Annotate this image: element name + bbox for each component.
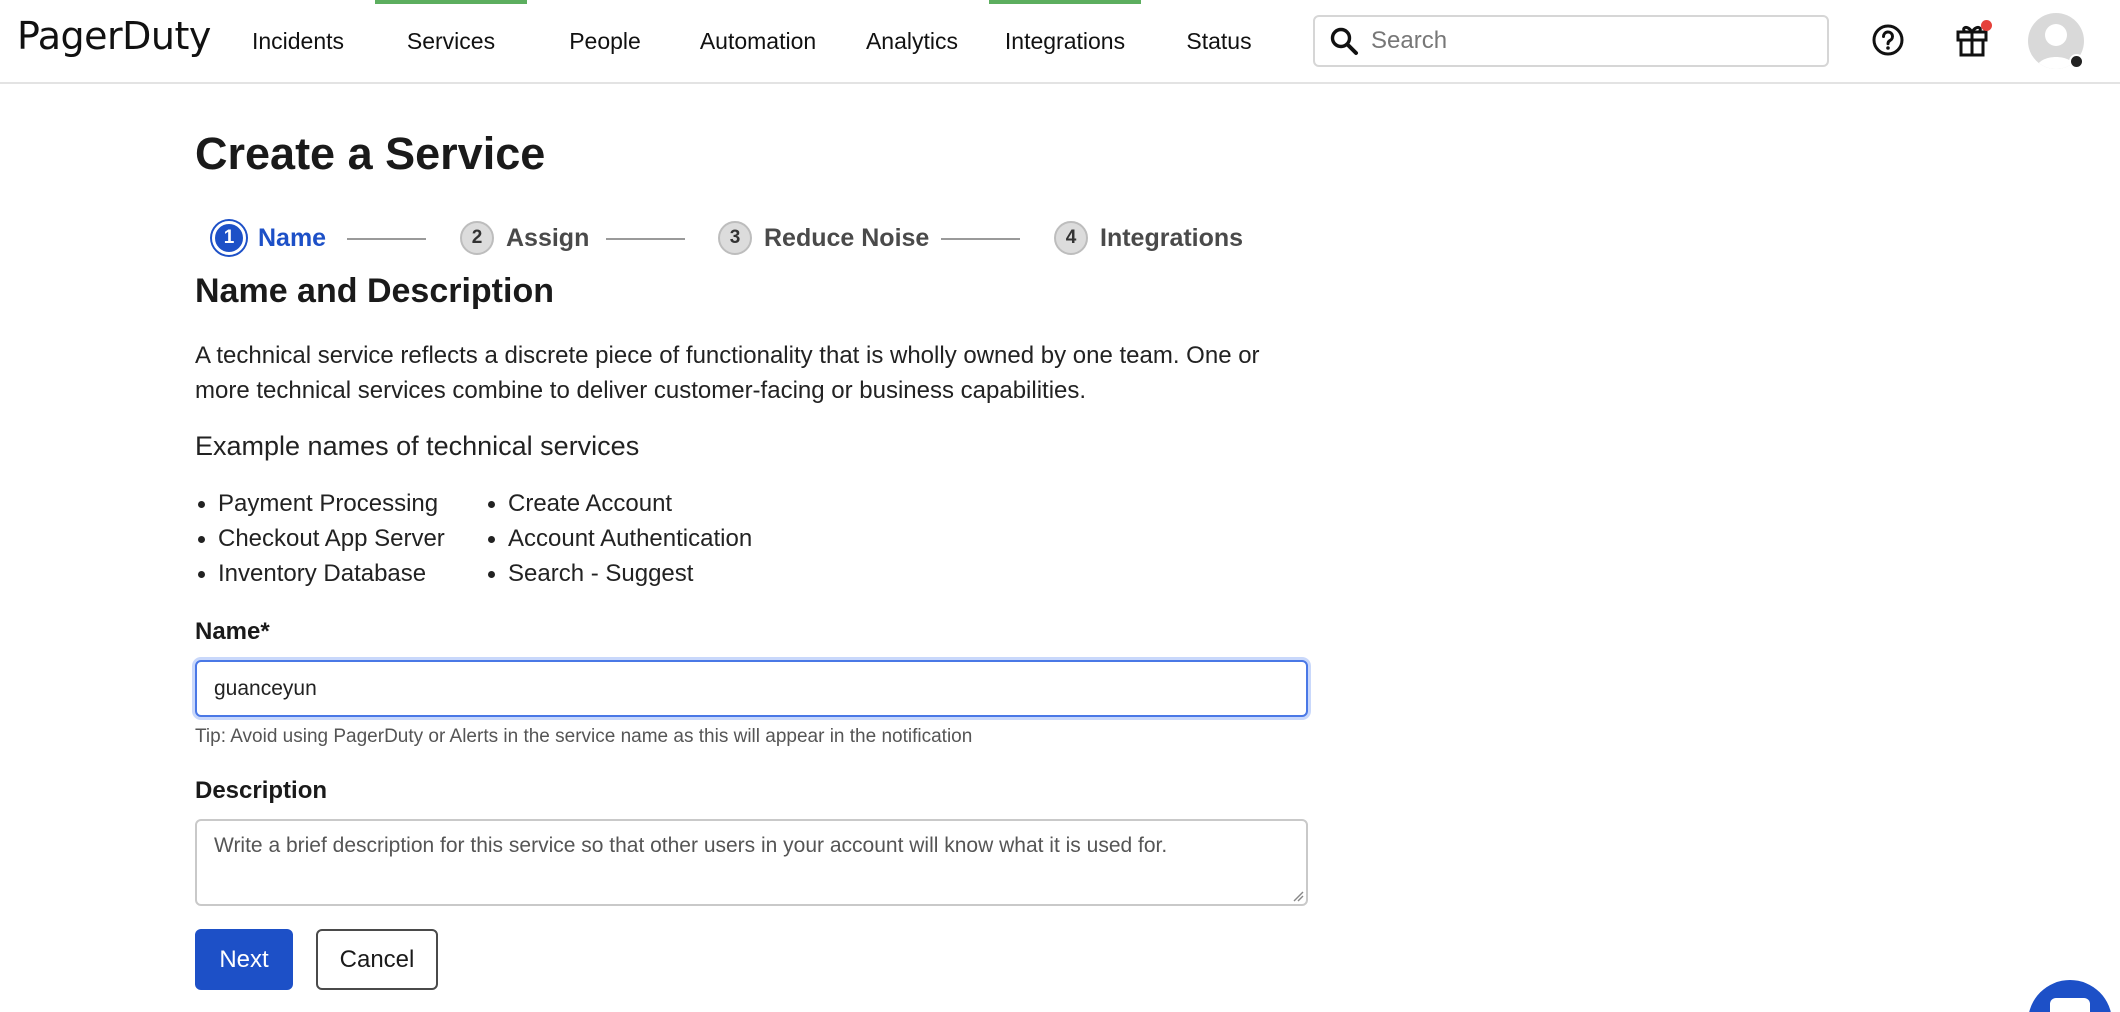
name-field[interactable]	[195, 660, 1308, 717]
search-box[interactable]	[1313, 15, 1829, 67]
notification-dot	[1981, 20, 1992, 31]
description-field[interactable]	[195, 819, 1308, 906]
nav-people[interactable]: People	[569, 27, 641, 54]
nav-incidents[interactable]: Incidents	[251, 27, 345, 54]
chat-icon	[2050, 998, 2090, 1012]
wizard-stepper	[212, 220, 1312, 256]
section-title: Name and Description	[195, 272, 554, 310]
step-label: Assign	[506, 223, 590, 252]
next-button[interactable]: Next	[195, 929, 293, 990]
step-number: 2	[460, 221, 494, 255]
step-label: Reduce Noise	[764, 223, 930, 252]
cancel-button[interactable]: Cancel	[316, 929, 438, 990]
list-item: Search - Suggest	[485, 556, 752, 591]
list-item: Create Account	[485, 486, 752, 521]
top-navigation-bar	[0, 0, 2120, 84]
step-number: 1	[212, 221, 246, 255]
step-label: Name	[258, 223, 327, 252]
step-assign[interactable]	[460, 220, 589, 256]
examples-title: Example names of technical services	[195, 431, 640, 461]
description-label: Description	[195, 777, 328, 804]
nav-analytics[interactable]: Analytics	[865, 27, 959, 54]
status-dot	[2069, 54, 2084, 69]
list-item: Payment Processing	[195, 486, 445, 521]
list-item: Checkout App Server	[195, 521, 445, 556]
pagerduty-logo[interactable]: PagerDuty	[17, 14, 211, 58]
step-connector	[347, 238, 426, 240]
step-connector	[941, 238, 1020, 240]
examples-list-left	[195, 486, 445, 591]
intro-text: A technical service reflects a discrete piece of functionality that is wholly owned by one team. One or more technical services combine to deliver customer-facing or business capabilities.	[195, 342, 1260, 404]
search-input[interactable]	[1371, 25, 1811, 57]
examples-list-right	[485, 486, 752, 591]
nav-automation[interactable]: Automation	[699, 27, 817, 54]
chat-widget-button[interactable]	[2028, 980, 2112, 1012]
step-number: 3	[718, 221, 752, 255]
step-integrations[interactable]	[1054, 220, 1243, 256]
name-tip: Tip: Avoid using PagerDuty or Alerts in the service name as this will appear in the notification	[195, 726, 973, 747]
nav-services[interactable]: Services	[375, 0, 527, 82]
step-connector	[606, 238, 685, 240]
page-title: Create a Service	[195, 128, 546, 179]
nav-integrations[interactable]: Integrations	[989, 0, 1141, 82]
help-icon[interactable]	[1871, 23, 1905, 57]
step-label: Integrations	[1100, 223, 1244, 252]
nav-status[interactable]: Status	[1186, 27, 1252, 54]
search-icon	[1329, 26, 1359, 56]
step-number: 4	[1054, 221, 1088, 255]
step-reduce-noise[interactable]	[718, 220, 929, 256]
list-item: Inventory Database	[195, 556, 445, 591]
step-name[interactable]	[212, 220, 326, 256]
name-label: Name*	[195, 618, 270, 645]
list-item: Account Authentication	[485, 521, 752, 556]
resize-grip-icon[interactable]	[1292, 890, 1304, 902]
